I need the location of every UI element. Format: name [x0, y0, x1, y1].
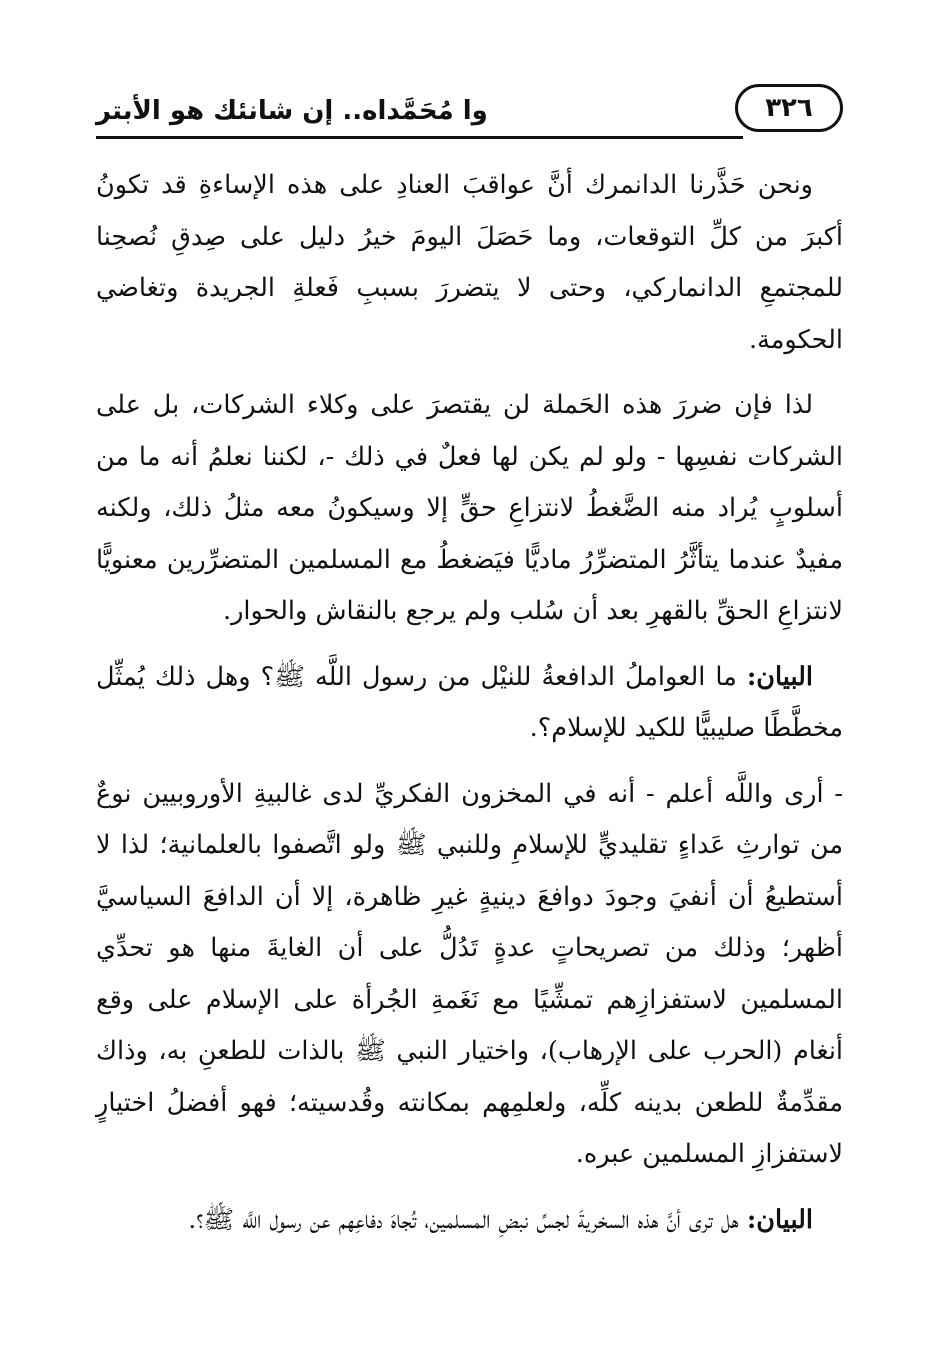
running-title: وا مُحَمَّداه.. إن شانئك هو الأبتر — [96, 96, 488, 126]
page-header — [96, 80, 843, 142]
question-paragraph-2 — [96, 1195, 843, 1247]
question-text: هل ترى أنَّ هذه السخريةَ لجسِّ نبضِ المسلمين، تُجاهَ دفاعِهم عن رسول اللَّه ﷺ؟. — [188, 1204, 739, 1235]
paragraph-text: لذا فإن ضررَ هذه الحَملة لن يقتصرَ على وكلاء الشركات، بل على الشركات نفسِها - ولو لم يكن لها فعلٌ في ذلك -، لكننا نعلمُ أنه ما من أسلوبٍ يُراد منه الضَّغطُ لانتزاعِ حقٍّ إلا وسيكونُ معه مثلُ ذلك، ولكنه مفيدٌ عندما يتأثَّرُ المتضرِّرُ ماديًّا فيَضغطُ مع المسلمين المتضرِّرين معنويًّا لانتزاعِ الحقِّ بالقهرِ بعد أن سُلب ولم يرجع بالنقاش والحوار. — [96, 390, 843, 626]
paragraph-text: ونحن حَذَّرنا الدانمرك أنَّ عواقبَ العنادِ على هذه الإساءةِ قد تكونُ أكبرَ من كلِّ التوقعات، وما حَصَلَ اليومَ خيرُ دليل على صِدقِ نُصحِنا للمجتمعِ الدانماركي، وحتى لا يتضررَ بسببِ فَعلةِ الجريدة وتغاضي الحكومة. — [96, 170, 843, 355]
interviewer-label: البيان: — [746, 661, 813, 692]
question-text: ما العواملُ الدافعةُ للنيْل من رسول اللَّه ﷺ؟ وهل ذلك يُمثِّل مخطَّطًا صليبيًّا للكيد للإسلام؟. — [96, 661, 843, 743]
answer-text: - أرى واللَّه أعلم - أنه في المخزون الفكريِّ لدى غالبيةِ الأوروبيين نوعٌ من توارثِ عَداءٍ تقليديٍّ للإسلامِ وللنبي ﷺ ولو اتَّصفوا بالعلمانية؛ لذا لا أستطيعُ أن أنفيَ وجودَ دوافعَ دينيةٍ غيرِ ظاهرة، إلا أن الدافعَ السياسيَّ أظهر؛ وذلك من تصريحاتٍ عدةٍ تَدُلُّ على أن الغايةَ منها هو تحدِّي المسلمين لاستفزازِهم تمشِّيًا مع نَغَمةِ الجُرأة على الإسلام على وقع أنغام (الحرب على الإرهاب)، واختيار النبي ﷺ بالذات للطعنِ به، وذاك مقدِّمةٌ للطعن بدينه كلِّه، ولعلمِهم بمكانته وقُدسيته؛ فهو أفضلُ اختيارٍ لاستفزازِ المسلمين عبره. — [96, 778, 843, 1169]
interviewer-label: البيان: — [746, 1204, 813, 1235]
paragraph-1 — [96, 160, 843, 366]
page-number: ٣٢٦ — [765, 93, 813, 123]
answer-paragraph — [96, 769, 843, 1181]
page-number-badge — [735, 84, 843, 132]
question-paragraph-1 — [96, 652, 843, 755]
paragraph-2 — [96, 380, 843, 638]
page-body — [96, 160, 843, 1260]
header-divider — [96, 136, 743, 139]
